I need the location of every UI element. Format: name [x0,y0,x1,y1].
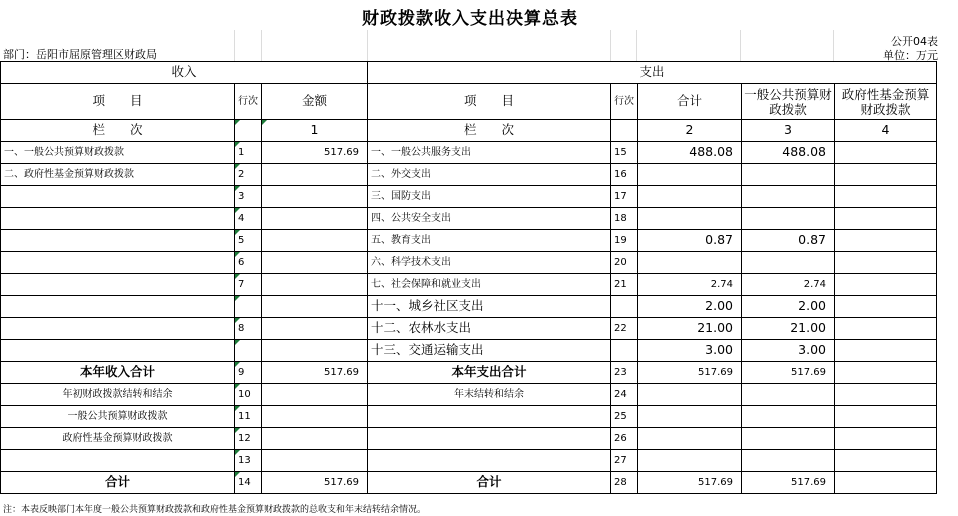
expense-item: 六、科学技术支出 [368,252,611,274]
table-row [1,296,937,318]
general-budget-amount [742,164,835,186]
income-seq: 4 [235,208,262,230]
income-seq: 2 [235,164,262,186]
expense-seq: 27 [611,450,638,472]
fund-budget-amount [835,164,937,186]
general-budget-header: 一般公共预算财政拨款 [742,84,835,120]
expense-seq: 17 [611,186,638,208]
expense-item: 年末结转和结余 [368,384,611,406]
income-item: 一、一般公共预算财政拨款 [1,142,235,164]
col-number: 1 [262,120,368,142]
general-budget-amount: 21.00 [742,318,835,340]
fund-budget-amount [835,406,937,428]
table-row [1,164,937,186]
income-seq: 3 [235,186,262,208]
income-amount [262,230,368,252]
fund-budget-amount [835,450,937,472]
footnote: 注：本表反映部门本年度一般公共预算财政拨款和政府性基金预算财政拨款的总收支和年末结转结余情况。 [3,505,427,515]
general-budget-amount: 488.08 [742,142,835,164]
expense-seq: 24 [611,384,638,406]
general-budget-amount [742,406,835,428]
expense-seq: 15 [611,142,638,164]
expense-total: 488.08 [638,142,742,164]
expense-total [638,384,742,406]
income-seq: 12 [235,428,262,450]
fund-budget-amount [835,230,937,252]
table-row [1,428,937,450]
income-item: 年初财政拨款结转和结余 [1,384,235,406]
fund-budget-amount [835,208,937,230]
income-amount: 517.69 [262,362,368,384]
fund-budget-amount [835,472,937,494]
expense-total: 2.00 [638,296,742,318]
income-col-label: 栏 次 [1,120,235,142]
expense-item [368,428,611,450]
income-header: 收入 [1,62,368,84]
table-row [1,340,937,362]
income-seq: 14 [235,472,262,494]
expense-total: 517.69 [638,472,742,494]
expense-item: 七、社会保障和就业支出 [368,274,611,296]
income-seq: 6 [235,252,262,274]
table-row [1,472,937,494]
general-budget-amount: 2.74 [742,274,835,296]
income-seq: 11 [235,406,262,428]
cell [611,120,638,142]
general-budget-amount [742,428,835,450]
income-amount [262,340,368,362]
fund-budget-amount [835,186,937,208]
general-budget-amount: 517.69 [742,362,835,384]
income-item: 合计 [1,472,235,494]
income-amount [262,164,368,186]
fund-budget-amount [835,296,937,318]
income-amount [262,296,368,318]
expense-item-header: 项 目 [368,84,611,120]
expense-seq: 26 [611,428,638,450]
fund-budget-amount [835,252,937,274]
general-budget-amount: 3.00 [742,340,835,362]
general-budget-amount: 0.87 [742,230,835,252]
expense-item: 三、国防支出 [368,186,611,208]
income-seq: 9 [235,362,262,384]
table-row [1,252,937,274]
gridline [367,30,368,61]
income-item [1,318,235,340]
expense-header: 支出 [368,62,937,84]
table-row [1,450,937,472]
income-item-header: 项 目 [1,84,235,120]
income-amount [262,186,368,208]
gridline [636,30,637,61]
fund-budget-amount [835,318,937,340]
table-row [1,318,937,340]
expense-total [638,186,742,208]
income-item: 政府性基金预算财政拨款 [1,428,235,450]
report-title: 财政拨款收入支出决算总表 [362,9,578,29]
income-item [1,450,235,472]
expense-total [638,450,742,472]
income-seq: 7 [235,274,262,296]
budget-table [0,61,937,494]
income-amount [262,450,368,472]
col-number: 4 [835,120,937,142]
income-item [1,230,235,252]
cell [235,120,262,142]
expense-total: 3.00 [638,340,742,362]
gridline [740,30,741,61]
fund-budget-amount [835,142,937,164]
gridline [833,30,834,61]
gridline [610,30,611,61]
expense-seq: 16 [611,164,638,186]
general-budget-amount: 517.69 [742,472,835,494]
expense-total: 517.69 [638,362,742,384]
income-item [1,274,235,296]
table-row [1,274,937,296]
income-amount: 517.69 [262,472,368,494]
expense-item: 本年支出合计 [368,362,611,384]
expense-total [638,406,742,428]
table-body [1,142,937,494]
expense-item: 一、一般公共服务支出 [368,142,611,164]
expense-total: 0.87 [638,230,742,252]
fund-budget-header: 政府性基金预算财政拨款 [835,84,937,120]
income-amount-header: 金额 [262,84,368,120]
income-item [1,252,235,274]
expense-seq [611,340,638,362]
expense-total: 2.74 [638,274,742,296]
fund-budget-amount [835,340,937,362]
expense-item [368,450,611,472]
expense-item: 二、外交支出 [368,164,611,186]
income-seq: 13 [235,450,262,472]
income-amount: 517.69 [262,142,368,164]
income-item [1,186,235,208]
department-label: 部门：岳阳市屈原管理区财政局 [3,48,157,61]
income-amount [262,274,368,296]
expense-total [638,428,742,450]
general-budget-amount [742,384,835,406]
expense-total [638,252,742,274]
expense-col-label: 栏 次 [368,120,611,142]
income-seq [235,296,262,318]
income-seq: 1 [235,142,262,164]
expense-seq: 20 [611,252,638,274]
col-number: 3 [742,120,835,142]
fund-budget-amount [835,362,937,384]
fund-budget-amount [835,384,937,406]
expense-item: 五、教育支出 [368,230,611,252]
expense-item: 合计 [368,472,611,494]
expense-seq: 22 [611,318,638,340]
income-amount [262,208,368,230]
income-item: 本年收入合计 [1,362,235,384]
gridline [261,30,262,61]
income-item [1,340,235,362]
unit-label: 单位：万元 [883,49,938,62]
income-amount [262,384,368,406]
col-number: 2 [638,120,742,142]
expense-item: 四、公共安全支出 [368,208,611,230]
fund-budget-amount [835,274,937,296]
income-item: 二、政府性基金预算财政拨款 [1,164,235,186]
income-seq: 10 [235,384,262,406]
table-row [1,406,937,428]
income-amount [262,406,368,428]
general-budget-amount [742,186,835,208]
income-item [1,296,235,318]
expense-seq: 25 [611,406,638,428]
expense-total: 21.00 [638,318,742,340]
expense-seq: 21 [611,274,638,296]
income-item: 一般公共预算财政拨款 [1,406,235,428]
income-seq-header: 行次 [235,84,262,120]
table-row [1,186,937,208]
income-amount [262,428,368,450]
general-budget-amount [742,252,835,274]
income-item [1,208,235,230]
expense-seq: 28 [611,472,638,494]
expense-total [638,208,742,230]
expense-item: 十三、交通运输支出 [368,340,611,362]
general-budget-amount [742,208,835,230]
expense-item: 十一、城乡社区支出 [368,296,611,318]
expense-seq: 18 [611,208,638,230]
income-seq: 5 [235,230,262,252]
income-seq [235,340,262,362]
general-budget-amount: 2.00 [742,296,835,318]
income-seq: 8 [235,318,262,340]
income-amount [262,252,368,274]
expense-item [368,406,611,428]
table-row [1,142,937,164]
table-row [1,208,937,230]
expense-seq-header: 行次 [611,84,638,120]
table-row [1,362,937,384]
expense-total [638,164,742,186]
general-budget-amount [742,450,835,472]
form-code: 公开04表 [891,35,938,48]
expense-seq [611,296,638,318]
table-row [1,230,937,252]
expense-total-header: 合计 [638,84,742,120]
expense-seq: 23 [611,362,638,384]
gridline [234,30,235,61]
income-amount [262,318,368,340]
expense-item: 十二、农林水支出 [368,318,611,340]
fund-budget-amount [835,428,937,450]
table-row [1,384,937,406]
expense-seq: 19 [611,230,638,252]
